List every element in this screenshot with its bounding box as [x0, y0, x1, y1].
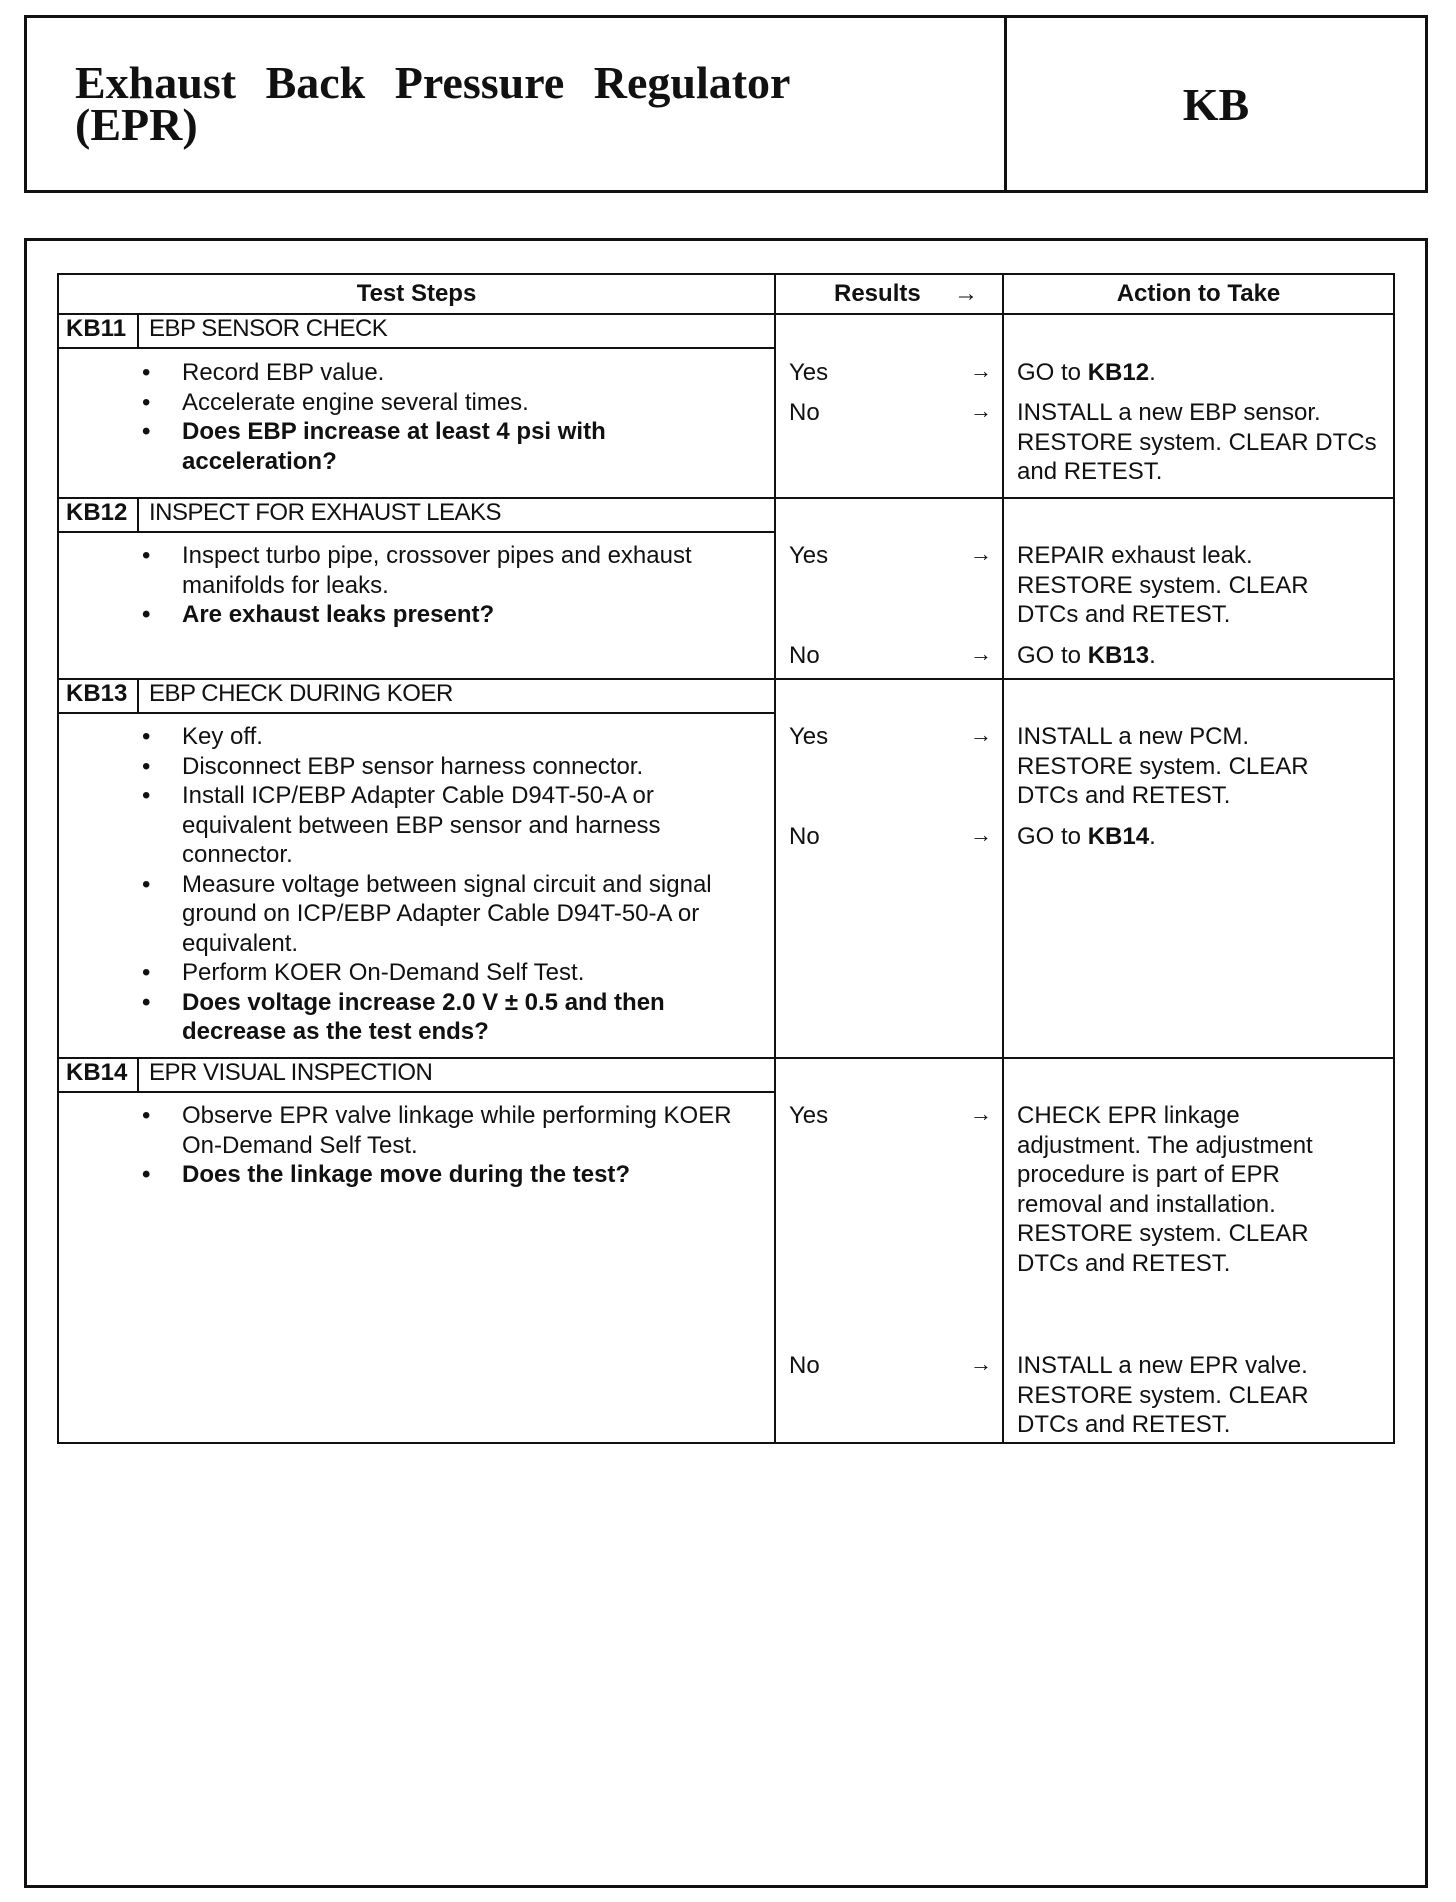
arrow-icon: → [970, 1351, 992, 1376]
instruction-item: • Accelerate engine several times. [142, 388, 752, 418]
step-question: • Does voltage increase 2.0 V ± 0.5 and then decrease as the test ends? [142, 988, 742, 1047]
action-text: REPAIR exhaust leak. RESTORE system. CLEAR DTCs and RETEST. [1017, 542, 1309, 628]
arrow-icon: → [970, 722, 992, 747]
header-results: Results [834, 280, 921, 307]
step-id: KB12 [59, 497, 139, 533]
instruction-item: • Measure voltage between signal circuit and signal ground on ICP/EBP Adapter Cable D94T-50-A or equivalent. [142, 870, 722, 959]
instruction-item: • Install ICP/EBP Adapter Cable D94T-50-A or equivalent between EBP sensor and harness connector. [142, 781, 742, 870]
result-no: No [789, 642, 820, 669]
instruction-item: • Perform KOER On-Demand Self Test. [142, 958, 752, 988]
title-cell [27, 18, 1007, 190]
step-instructions [142, 1101, 752, 1190]
section-code: KB [1182, 78, 1250, 130]
step-instructions [142, 358, 752, 476]
action-text: INSTALL a new PCM. RESTORE system. CLEAR DTCs and RETEST. [1017, 723, 1309, 809]
arrow-icon: → [970, 641, 992, 666]
action-text: GO to KB13. [1017, 642, 1156, 669]
arrow-icon: → [970, 541, 992, 566]
step-instructions [142, 722, 752, 1047]
result-no: No [789, 823, 820, 850]
column-divider [1002, 275, 1004, 1442]
step-instructions [142, 541, 702, 630]
result-yes: Yes [789, 542, 829, 569]
result-no: No [789, 399, 820, 426]
instruction-item: • Disconnect EBP sensor harness connector. [142, 752, 752, 782]
page-header [24, 15, 1428, 193]
result-yes: Yes [789, 1102, 829, 1129]
header-action: Action to Take [1116, 280, 1281, 307]
header-test-steps: Test Steps [356, 280, 477, 307]
arrow-icon: → [970, 1101, 992, 1126]
instruction-item: • Record EBP value. [142, 358, 752, 388]
page-title: Exhaust Back Pressure Regulator (EPR) [75, 57, 790, 150]
result-yes: Yes [789, 359, 829, 386]
step-id: KB14 [59, 1057, 139, 1093]
action-text: INSTALL a new EBP sensor. RESTORE system. CLEAR DTCs and RETEST. [1017, 399, 1377, 485]
step-id: KB13 [59, 678, 139, 714]
column-divider [774, 275, 776, 1442]
step-title: EPR VISUAL INSPECTION [139, 1057, 774, 1093]
instruction-item: • Inspect turbo pipe, crossover pipes and exhaust manifolds for leaks. [142, 541, 692, 600]
action-text: INSTALL a new EPR valve. RESTORE system. CLEAR DTCs and RETEST. [1017, 1352, 1309, 1438]
arrow-icon: → [970, 822, 992, 847]
step-title: INSPECT FOR EXHAUST LEAKS [139, 497, 774, 533]
action-text: GO to KB14. [1017, 823, 1156, 850]
header-arrow: → [954, 280, 978, 307]
step-title: EBP CHECK DURING KOER [139, 678, 774, 714]
step-question: • Does the linkage move during the test? [142, 1160, 752, 1190]
action-text: CHECK EPR linkage adjustment. The adjustment procedure is part of EPR removal and installation. RESTORE system. CLEAR DTCs and RETEST. [1017, 1102, 1313, 1277]
result-yes: Yes [789, 723, 829, 750]
step-question: • Does EBP increase at least 4 psi with acceleration? [142, 417, 672, 476]
instruction-item: • Observe EPR valve linkage while performing KOER On-Demand Self Test. [142, 1101, 742, 1160]
action-text: GO to KB12. [1017, 359, 1156, 386]
arrow-icon: → [970, 358, 992, 383]
step-question: • Are exhaust leaks present? [142, 600, 702, 630]
result-no: No [789, 1352, 820, 1379]
step-title: EBP SENSOR CHECK [139, 313, 774, 349]
step-id: KB11 [59, 313, 139, 349]
instruction-item: • Key off. [142, 722, 752, 752]
arrow-icon: → [970, 398, 992, 423]
test-steps-table [57, 273, 1395, 1444]
